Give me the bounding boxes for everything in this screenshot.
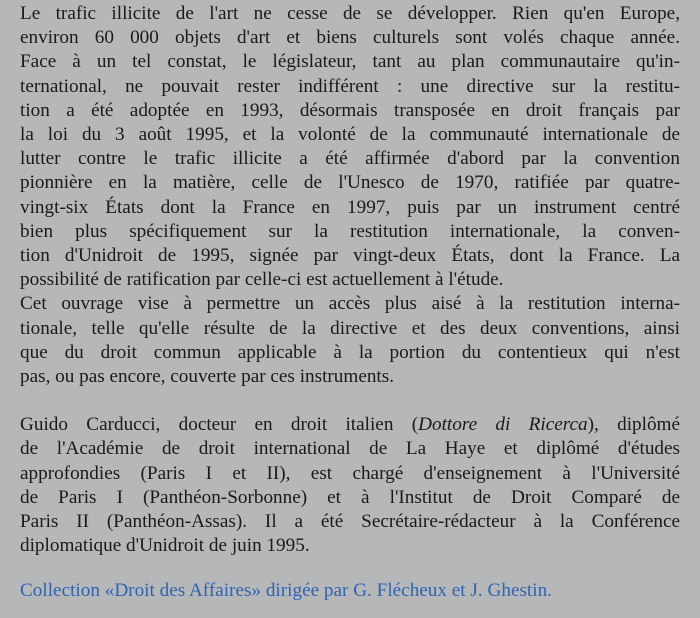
text-line: approfondies (Paris I et II), est chargé d'enseignement à l'Université — [20, 462, 680, 484]
text-line: tionale, telle qu'elle résulte de la directive et des deux conventions, ainsi — [20, 317, 680, 339]
text-line: la loi du 3 août 1995, et la volonté de la communauté internationale de — [20, 124, 680, 146]
text-line: diplomatique d'Unidroit de juin 1995. — [20, 535, 310, 557]
text-line: tion d'Unidroit de 1995, signée par vingt-deux États, dont la France. La — [20, 245, 680, 267]
text-segment: ), diplômé — [587, 414, 680, 436]
text-line: bien plus spécifiquement sur la restitution internationale, la conven- — [20, 220, 680, 242]
text-line: Cet ouvrage vise à permettre un accès plus aisé à la restitution interna- — [20, 293, 680, 315]
text-line — [20, 413, 680, 437]
text-line: Face à un tel constat, le législateur, tant au plan communautaire qu'in- — [20, 51, 680, 73]
text-line: de l'Académie de droit international de La Haye et diplômé d'études — [20, 438, 680, 460]
italic-title: Dottore di Ricerca — [418, 414, 588, 436]
author-bio-paragraph — [20, 413, 680, 558]
text-line: Paris II (Panthéon-Assas). Il a été Secrétaire-rédacteur à la Conférence — [20, 511, 680, 533]
collection-credit: Collection «Droit des Affaires» dirigée par G. Flécheux et J. Ghestin. — [20, 580, 552, 602]
text-line: ternational, ne pouvait rester indifférent : une directive sur la restitu- — [20, 75, 680, 97]
summary-paragraph — [20, 2, 680, 292]
text-line: possibilité de ratification par celle-ci est actuellement à l'étude. — [20, 269, 504, 291]
text-line: de Paris I (Panthéon-Sorbonne) et à l'Institut de Droit Comparé de — [20, 486, 680, 508]
text-segment: Guido Carducci, docteur en droit italien ( — [20, 414, 419, 436]
purpose-paragraph — [20, 292, 680, 389]
text-line: lutter contre le trafic illicite a été affirmée d'abord par la convention — [20, 148, 680, 170]
text-line: que du droit commun applicable à la portion du contentieux qui n'est — [20, 341, 680, 363]
text-line: pas, ou pas encore, couverte par ces instruments. — [20, 366, 395, 388]
text-line: environ 60 000 objets d'art et biens culturels sont volés chaque année. — [20, 27, 680, 49]
text-line: pionnière en la matière, celle de l'Unesco de 1970, ratifiée par quatre- — [20, 172, 680, 194]
text-line: tion a été adoptée en 1993, désormais transposée en droit français par — [20, 99, 680, 121]
text-line: vingt-six États dont la France en 1997, puis par un instrument centré — [20, 196, 680, 218]
spacer — [20, 389, 680, 413]
text-line: Le trafic illicite de l'art ne cesse de se développer. Rien qu'en Europe, — [20, 3, 680, 24]
